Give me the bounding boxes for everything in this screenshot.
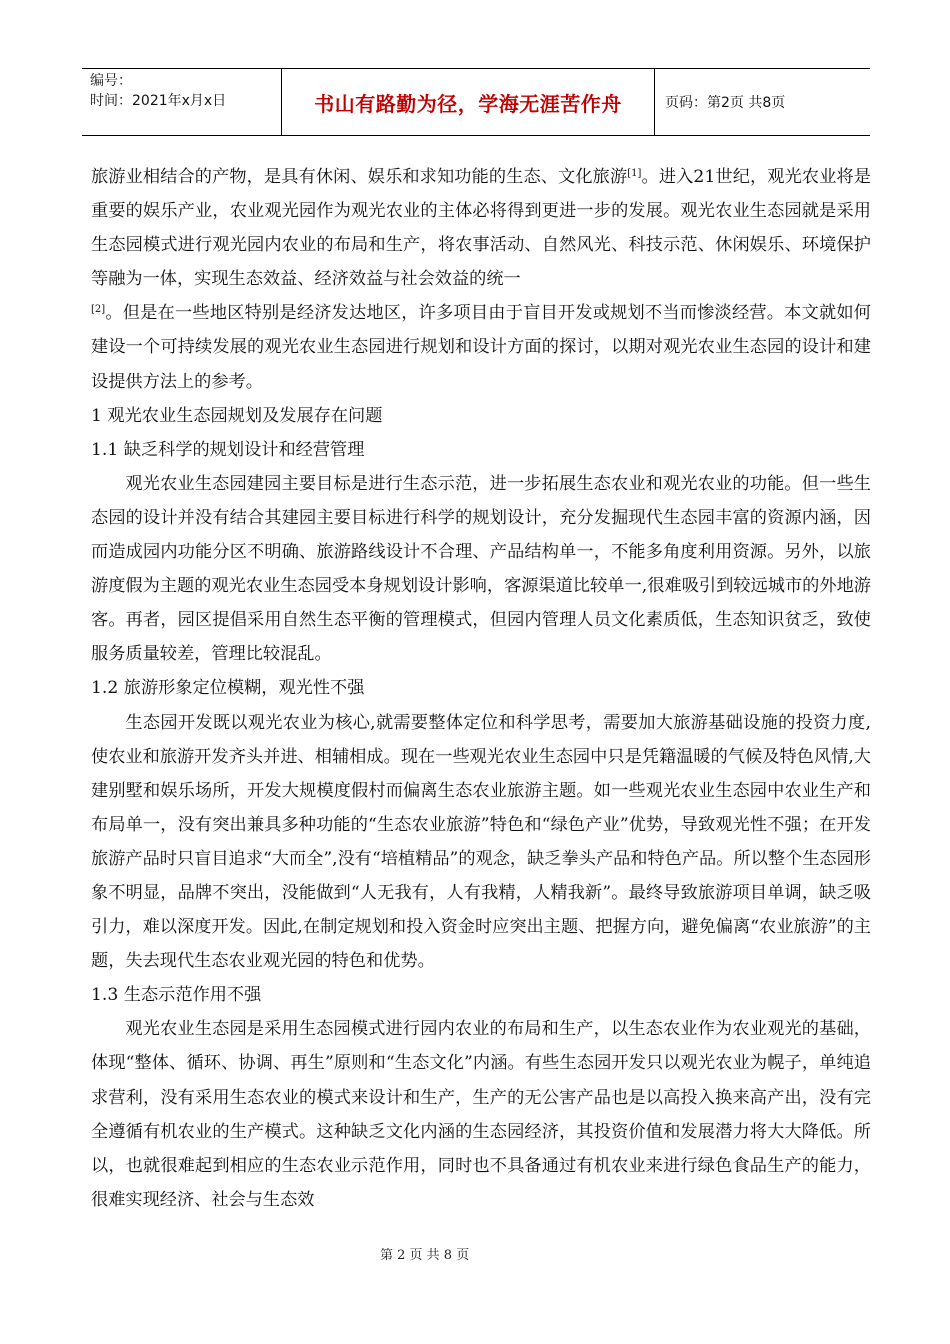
citation-2: [2] xyxy=(91,304,106,316)
paragraph-intro-part-2: 。进入21世纪，观光农业将是重要的娱乐产业，农业观光园作为观光农业的主体必将得到更进一步的发展。观光农业生态园就是采用生态园模式进行观光园内农业的布局和生产，将农事活动、自然风光、科技示范、休闲娱乐、环境保护等融为一体，实现生态效益、经济效益与社会效益的统一 xyxy=(91,167,871,290)
paragraph-1-1: 观光农业生态园建园主要目标是进行生态示范，进一步拓展生态农业和观光农业的功能。但一些生态园的设计并没有结合其建园主要目标进行科学的规划设计，充分发掘现代生态园丰富的资源内涵，因而造成园内功能分区不明确、旅游路线设计不合理、产品结构单一，不能多角度利用资源。另外，以旅游度假为主题的观光农业生态园受本身规划设计影响，客源渠道比较单一,很难吸引到较远城市的外地游客。再者，园区提倡采用自然生态平衡的管理模式，但园内管理人员文化素质低，生态知识贫乏，致使服务质量较差，管理比较混乱。 xyxy=(91,473,871,665)
section-heading-1-1: 1.1 缺乏科学的规划设计和经营管理 xyxy=(91,439,365,460)
header-number-label: 编号： xyxy=(90,73,132,89)
paragraph-intro xyxy=(91,160,871,399)
page-header xyxy=(82,68,870,136)
section-heading-1-2: 1.2 旅游形象定位模糊，观光性不强 xyxy=(91,678,365,699)
citation-1: [1] xyxy=(627,168,642,179)
paragraph-1-2: 生态园开发既以观光农业为核心,就需要整体定位和科学思考，需要加大旅游基础设施的投资力度,使农业和旅游开发齐头并进、相辅相成。现在一些观光农业生态园中只是凭籍温暖的气候及特色风情,大建别墅和娱乐场所，开发大规模度假村而偏离生态农业旅游主题。如一些观光农业生态园中农业生产和布局单一，没有突出兼具多种功能的“生态农业旅游”特色和“绿色产业”优势，导致观光性不强；在开发旅游产品时只盲目追求“大而全”,没有“培植精品”的观念，缺乏拳头产品和特色产品。所以整个生态园形象不明显，品牌不突出，没能做到“人无我有，人有我精，人精我新”。最终导致旅游项目单调，缺乏吸引力，难以深度开发。因此,在制定规划和投入资金时应突出主题、把握方向，避免偏离“农业旅游”的主题，失去现代生态农业观光园的特色和优势。 xyxy=(91,712,871,972)
paragraph-intro-part-3: 。但是在一些地区特别是经济发达地区，许多项目由于盲目开发或规划不当而惨淡经营。本文就如何建设一个可持续发展的观光农业生态园进行规划和设计方面的探讨，以期对观光农业生态园的设计和建设提供方法上的参考。 xyxy=(91,303,871,392)
section-heading-1-3: 1.3 生态示范作用不强 xyxy=(91,985,262,1006)
header-motto: 书山有路勤为径，学海无涯苦作舟 xyxy=(282,69,655,135)
header-time-label: 时间：2021年x月x日 xyxy=(90,93,227,109)
paragraph-intro-part-1: 旅游业相结合的产物，是具有休闲、娱乐和求知功能的生态、文化旅游 xyxy=(91,167,628,187)
page-footer: 第 2 页 共 8 页 xyxy=(380,1248,470,1263)
paragraph-1-3: 观光农业生态园是采用生态园模式进行园内农业的布局和生产，以生态农业作为农业观光的基础，体现“整体、循环、协调、再生”原则和“生态文化”内涵。有些生态园开发只以观光农业为幌子，单纯追求营利，没有采用生态农业的模式来设计和生产，生产的无公害产品也是以高投入换来高产出，没有完全遵循有机农业的生产模式。这种缺乏文化内涵的生态园经济，其投资价值和发展潜力将大大降低。所以，也就很难起到相应的生态农业示范作用，同时也不具备通过有机农业来进行绿色食品生产的能力，很难实现经济、社会与生态效 xyxy=(91,1019,871,1210)
header-page-info: 页码：第2页 共8页 xyxy=(665,95,786,111)
header-meta xyxy=(82,69,282,135)
section-heading-1: 1 观光农业生态园规划及发展存在问题 xyxy=(91,405,383,426)
document-body xyxy=(91,160,871,1217)
